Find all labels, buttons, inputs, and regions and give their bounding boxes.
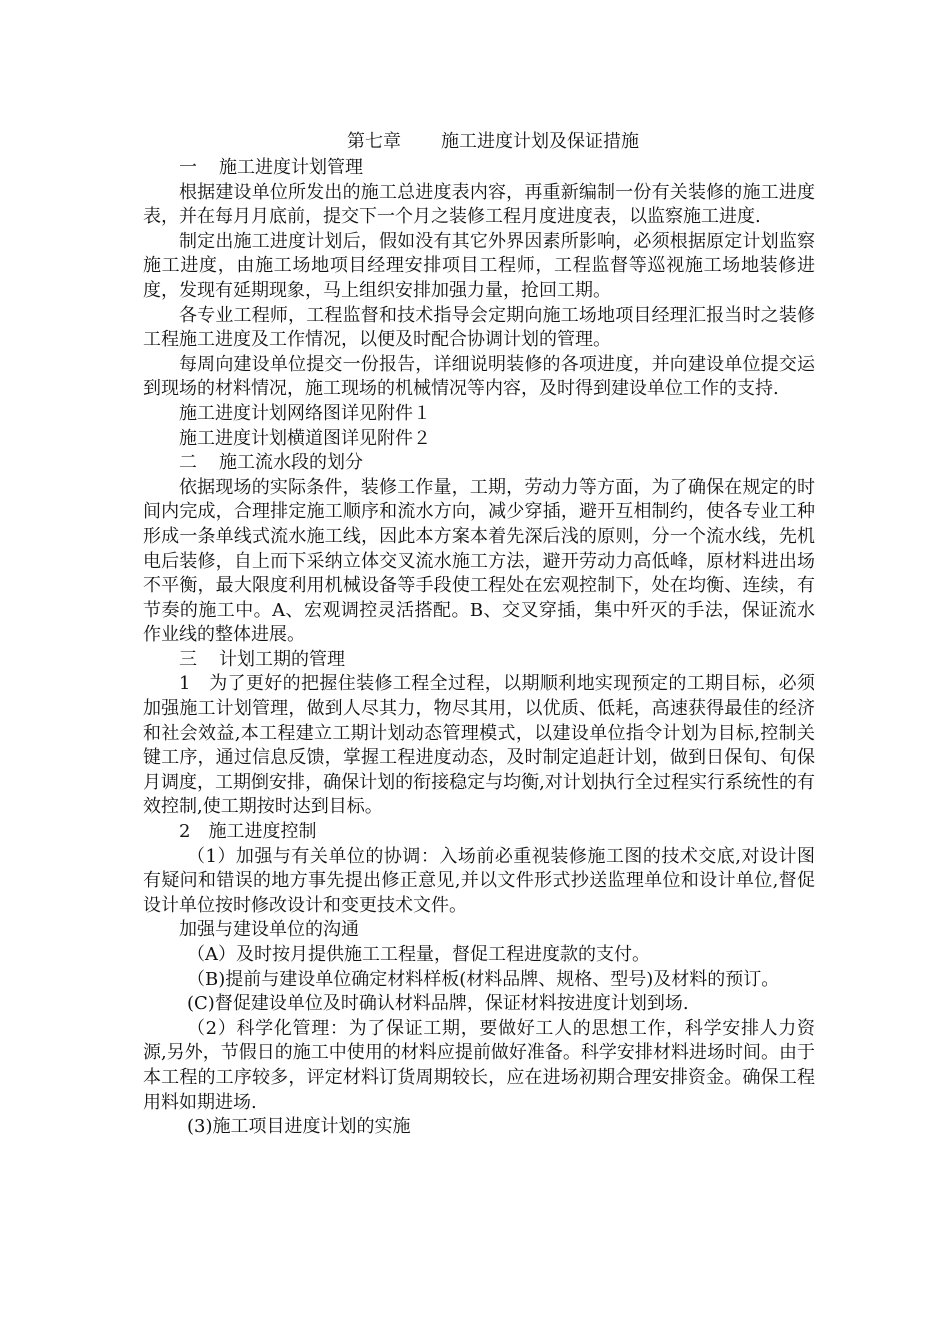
list-item: (C)督促建设单位及时确认材料品牌，保证材料按进度计划到场. <box>187 993 689 1015</box>
list-item: （A）及时按月提供施工工程量，督促工程进度款的支付。 <box>187 944 650 965</box>
document-page <box>143 128 815 1140</box>
paragraph: （1）加强与有关单位的协调：入场前必重视装修施工图的技术交底,对设计图有疑问和错误的地方事先提出修正意见,并以文件形式抄送监理单位和设计单位,督促设计单位按时修改设计和变更技术文件。 <box>143 845 815 916</box>
section-heading-1: 一 施工进度计划管理 <box>179 157 363 178</box>
paragraph: 1 为了更好的把握住装修工程全过程，以期顺利地实现预定的工期目标，必须加强施工计划管理，做到人尽其力，物尽其用，以优质、低耗，高速获得最佳的经济和社会效益,本工程建立工期计划动态管理模式，以建设单位指令计划为目标,控制关键工序，通过信息反馈，掌握工程进度动态，及时制定追赶计划，做到日保旬、旬保月调度，工期倒安排，确保计划的衔接稳定与均衡,对计划执行全过程实行系统性的有效控制,使工期按时达到目标。 <box>143 673 815 818</box>
chapter-number: 第七章 <box>347 131 401 152</box>
subheading: (3)施工项目进度计划的实施 <box>187 1116 411 1138</box>
chapter-title <box>143 128 815 156</box>
paragraph: 根据建设单位所发出的施工总进度表内容，再重新编制一份有关装修的施工进度表，并在每月月底前，提交下一个月之装修工程月度进度表，以监察施工进度. <box>143 181 815 228</box>
chapter-title-text: 施工进度计划及保证措施 <box>441 131 639 152</box>
paragraph: 施工进度计划横道图详见附件２ <box>179 427 431 449</box>
paragraph: 每周向建设单位提交一份报告，详细说明装修的各项进度，并向建设单位提交运到现场的材料情况，施工现场的机械情况等内容，及时得到建设单位工作的支持. <box>143 353 815 400</box>
paragraph: 依据现场的实际条件，装修工作量，工期，劳动力等方面，为了确保在规定的时间内完成，合理排定施工顺序和流水方向，减少穿插，避开互相制约，使各专业工种形成一条单线式流水施工线，因此本方案本着先深后浅的原则，分一个流水线，先机电后装修，自上而下采纳立体交叉流水施工方法，避开劳动力高低峰，原材料进出场不平衡，最大限度利用机械设备等手段使工程处在宏观控制下，处在均衡、连续，有节奏的施工中。A、宏观调控灵活搭配。B、交叉穿插，集中歼灭的手法，保证流水作业线的整体进展。 <box>143 476 815 646</box>
paragraph: 加强与建设单位的沟通 <box>179 919 359 941</box>
section-heading-2: 二 施工流水段的划分 <box>179 452 363 474</box>
paragraph: 各专业工程师，工程监督和技术指导会定期向施工场地项目经理汇报当时之装修工程施工进度及工作情况，以便及时配合协调计划的管理。 <box>143 304 815 351</box>
section-heading-3: 三 计划工期的管理 <box>179 648 345 670</box>
paragraph: （2）科学化管理：为了保证工期，要做好工人的思想工作，科学安排人力资源,另外，节假日的施工中使用的材料应提前做好准备。科学安排材料进场时间。由于本工程的工序较多，评定材料订货周期较长，应在进场初期合理安排资金。确保工程用料如期进场. <box>143 1017 815 1113</box>
paragraph: 施工进度计划网络图详见附件１ <box>179 402 431 424</box>
list-item: （B)提前与建设单位确定材料样板(材料品牌、规格、型号)及材料的预订。 <box>187 968 780 990</box>
subheading: 2 施工进度控制 <box>179 821 317 843</box>
paragraph: 制定出施工进度计划后，假如没有其它外界因素所影响，必须根据原定计划监察施工进度，由施工场地项目经理安排项目工程师，工程监督等巡视施工场地装修进度，发现有延期现象，马上组织安排加强力量，抢回工期。 <box>143 230 815 301</box>
